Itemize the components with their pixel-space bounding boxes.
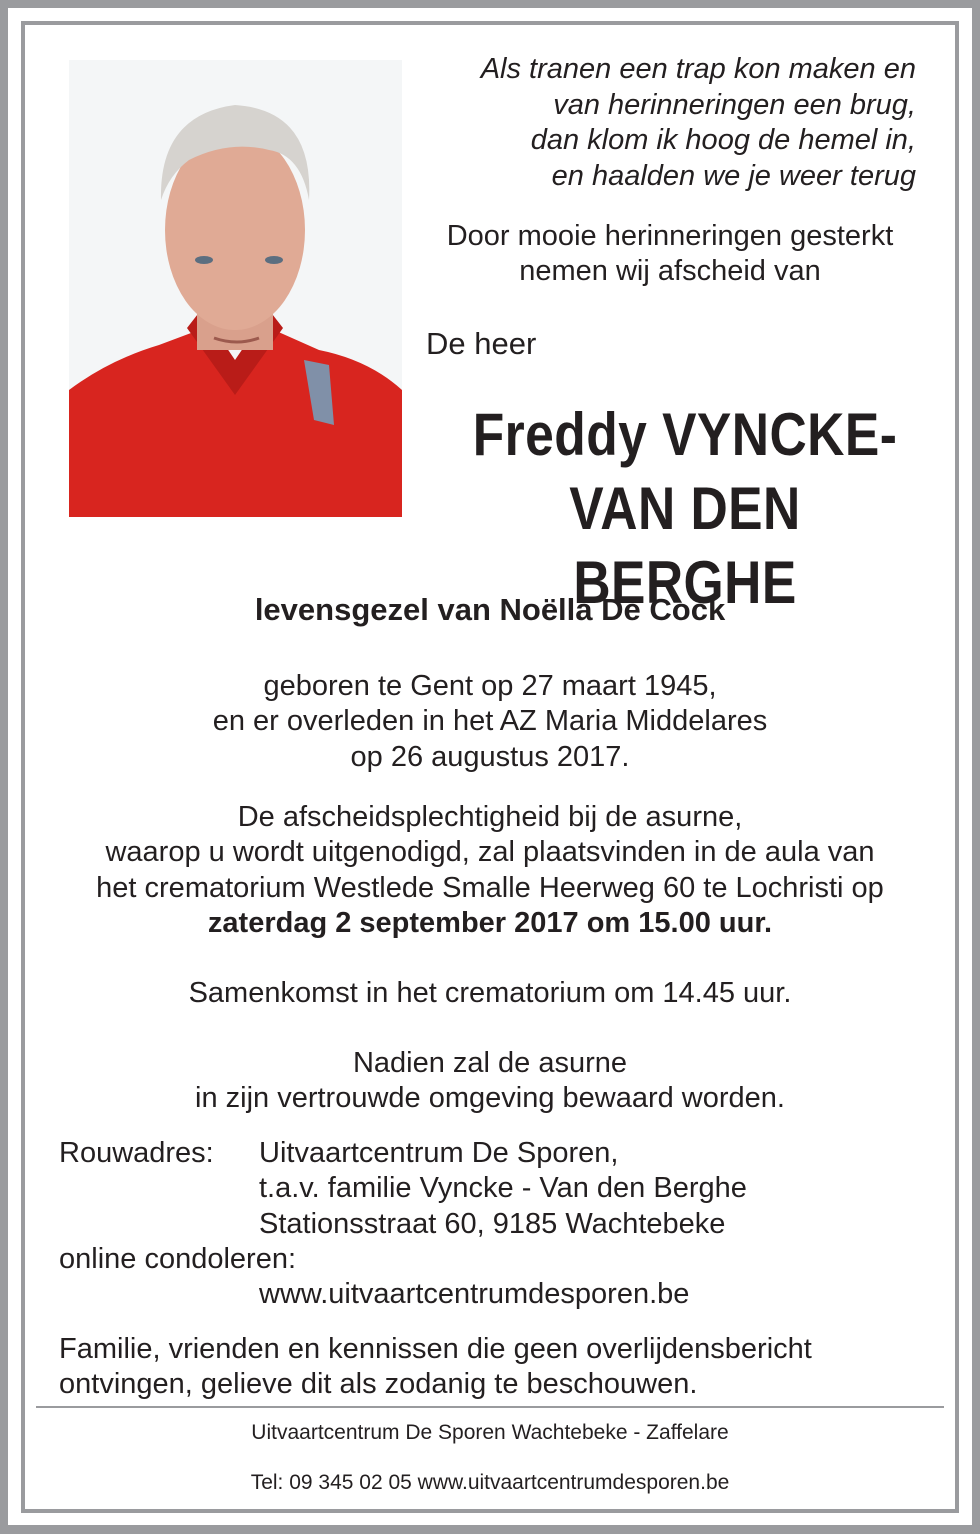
info-line: in zijn vertrouwde omgeving bewaard worden. [195, 1082, 785, 1115]
info-line: en er overleden in het AZ Maria Middelares [212, 705, 768, 738]
poem [481, 52, 916, 194]
address-line: t.a.v. familie Vyncke - Van den Berghe [259, 1172, 747, 1205]
intro-text [420, 219, 920, 288]
deceased-name [466, 398, 905, 620]
birth-death-info [30, 669, 950, 775]
footer-divider [36, 1406, 944, 1408]
address-line: Uitvaartcentrum De Sporen, [259, 1137, 619, 1169]
ceremony-date: zaterdag 2 september 2017 om 15.00 uur. [207, 906, 773, 939]
name-line: Freddy VYNCKE- [472, 401, 898, 468]
note-line: ontvingen, gelieve dit als zodanig te beschouwen. [59, 1368, 698, 1401]
online-condolence-label: online condoleren: [59, 1242, 297, 1275]
poem-line: en haalden we je weer terug [551, 159, 916, 192]
footer-contact: Tel: 09 345 02 05 www.uitvaartcentrumdesporen.be [250, 1471, 730, 1494]
family-note [59, 1332, 812, 1403]
meeting-info: Samenkomst in het crematorium om 14.45 uur. [188, 977, 792, 1009]
info-line: De afscheidsplechtigheid bij de asurne, [237, 801, 743, 833]
poem-line: dan klom ik hoog de hemel in, [530, 124, 916, 156]
note-line: Familie, vrienden en kennissen die geen overlijdensbericht [59, 1333, 812, 1365]
info-line: geboren te Gent op 27 maart 1945, [263, 670, 717, 702]
after-info [30, 1046, 950, 1117]
name-line: VAN DEN BERGHE [569, 475, 801, 616]
poem-line: Als tranen een trap kon maken en [480, 53, 916, 85]
condolence-website-link[interactable]: www.uitvaartcentrumdesporen.be [259, 1278, 690, 1311]
title-prefix: De heer [426, 326, 537, 361]
address-label: Rouwadres: [59, 1137, 214, 1169]
info-line: waarop u wordt uitgenodigd, zal plaatsvinden in de aula van [105, 836, 875, 869]
poem-line: van herinneringen een brug, [553, 88, 916, 121]
ceremony-info [30, 800, 950, 941]
info-line: op 26 augustus 2017. [350, 740, 630, 773]
info-line: het crematorium Westlede Smalle Heerweg 60 te Lochristi op [96, 871, 884, 904]
intro-line: nemen wij afscheid van [519, 254, 821, 287]
address-line: Stationsstraat 60, 9185 Wachtebeke [259, 1207, 726, 1240]
info-line: Nadien zal de asurne [352, 1047, 628, 1079]
intro-line: Door mooie herinneringen gesterkt [446, 220, 894, 252]
partner-line: levensgezel van Noëlla De Cock [254, 592, 726, 627]
portrait-photo [69, 60, 402, 517]
footer-company: Uitvaartcentrum De Sporen Wachtebeke - Zaffelare [251, 1421, 729, 1444]
mourning-address [59, 1136, 939, 1312]
